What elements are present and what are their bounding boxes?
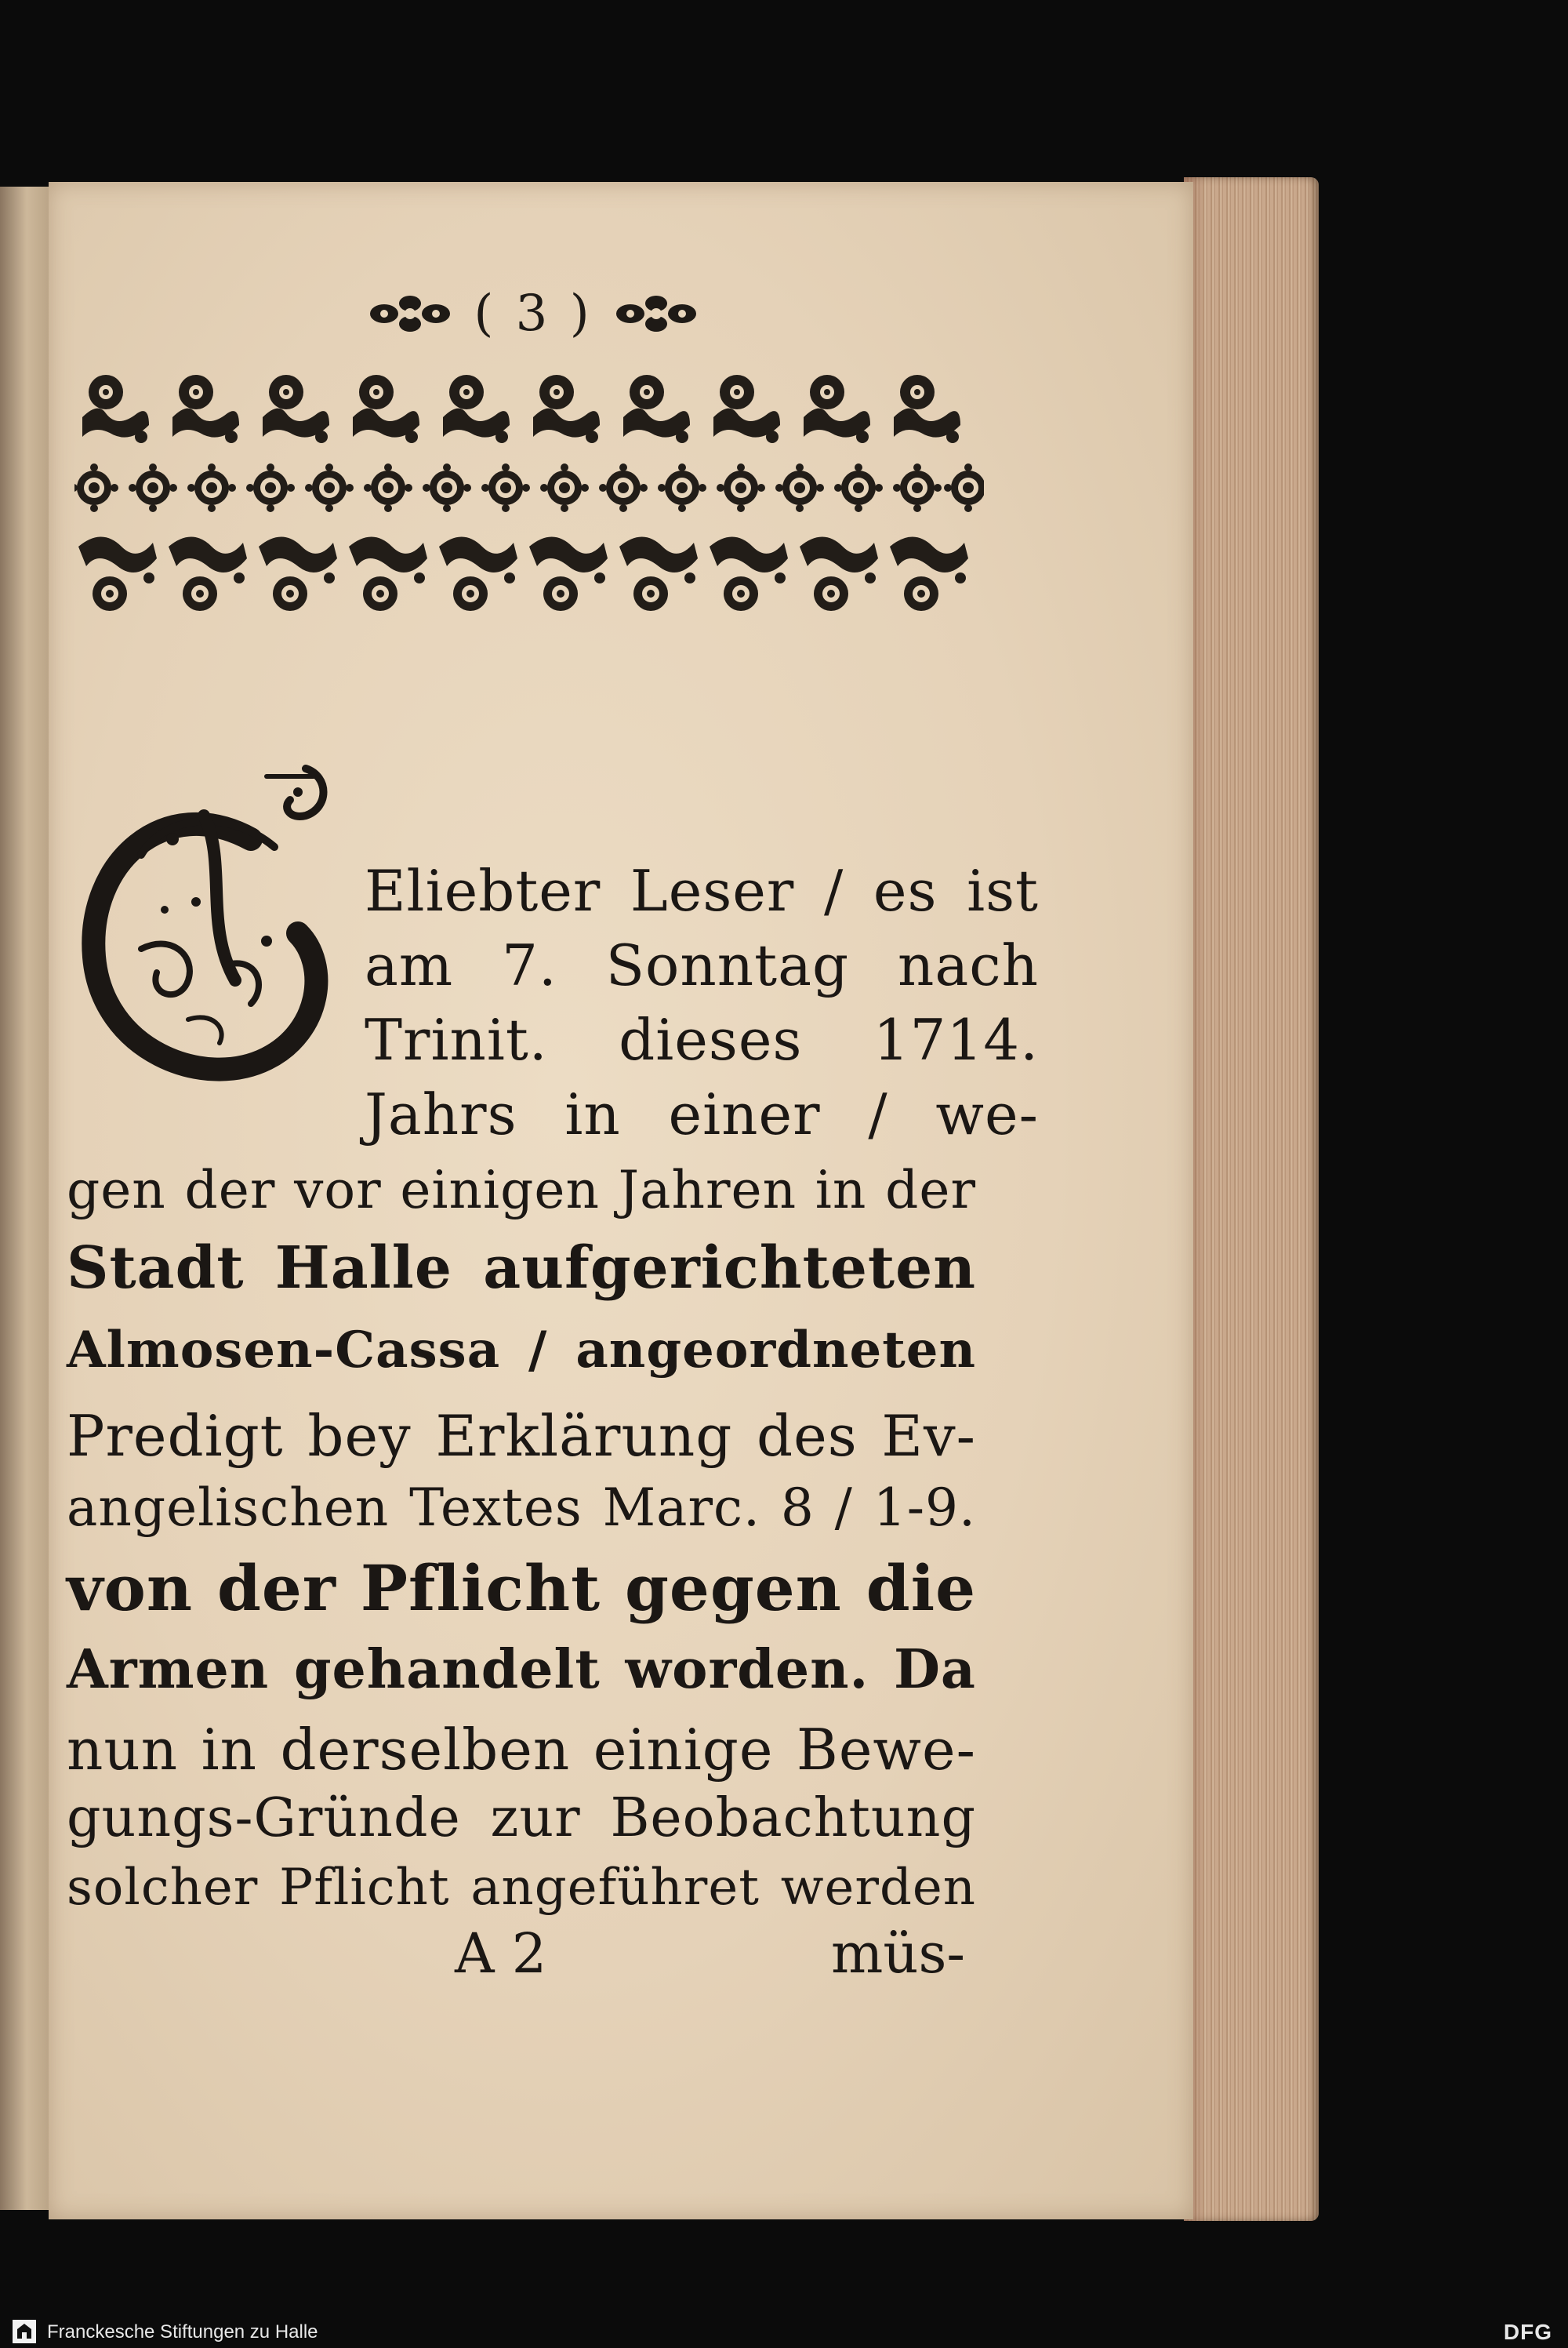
- header-ornament-left-icon: [367, 286, 453, 341]
- text-line: gen der vor einigen Jahren in der: [67, 1160, 976, 1220]
- book-page-edges: [1184, 177, 1319, 2221]
- text-line: Stadt Halle aufgerichteten: [67, 1234, 976, 1302]
- footer-institution: Franckesche Stiftungen zu Halle: [47, 2321, 318, 2343]
- header-ornament-right-icon: [613, 286, 699, 341]
- catchword: müs-: [831, 1921, 966, 1986]
- text-line: am 7. Sonntag nach: [365, 932, 1039, 998]
- footer-brand: DFG: [1503, 2320, 1552, 2344]
- text-line: von der Pflicht gegen die: [67, 1551, 976, 1625]
- decorated-initial-letter: [71, 745, 337, 1098]
- floral-border-ornament-icon: [74, 370, 984, 660]
- text-line: Almosen-Cassa / angeordneten: [67, 1321, 976, 1379]
- footer-bar: [0, 2315, 1568, 2348]
- text-line: Trinit. dieses 1714.: [365, 1007, 1039, 1073]
- text-line: Armen gehandelt worden. Da: [67, 1638, 976, 1701]
- page-header: [329, 278, 737, 349]
- text-line: Jahrs in einer / we-: [365, 1081, 1039, 1147]
- text-line: gungs-Gründe zur Beobachtung: [67, 1787, 976, 1849]
- text-line: solcher Pflicht angeführet werden: [67, 1859, 976, 1917]
- facing-page-edge: [0, 187, 51, 2210]
- institution-logo-icon: [11, 2318, 38, 2345]
- signature-mark: A 2: [455, 1921, 547, 1986]
- text-line: nun in derselben einige Bewe-: [67, 1717, 976, 1783]
- text-line: Predigt bey Erklärung des Ev-: [67, 1403, 976, 1469]
- text-line: Eliebter Leser / es ist: [365, 858, 1039, 924]
- text-line: angelischen Textes Marc. 8 / 1-9.: [67, 1477, 976, 1538]
- page-number: ( 3 ): [474, 285, 593, 343]
